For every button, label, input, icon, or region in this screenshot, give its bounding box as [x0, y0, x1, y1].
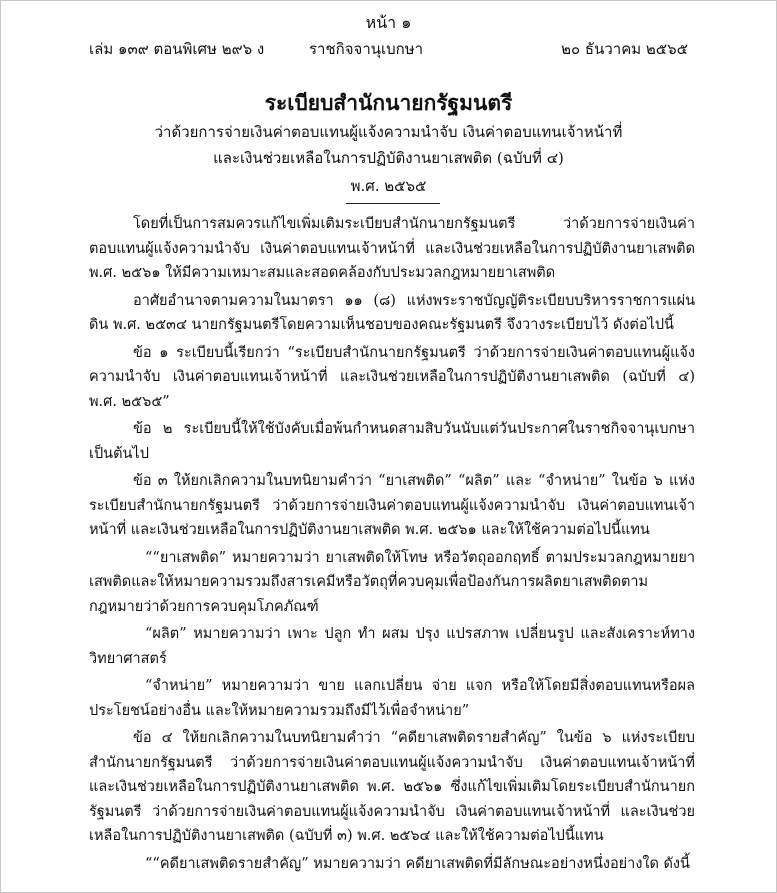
definition-produce: “ผลิต” หมายความว่า เพาะ ปลูก ทำ ผสม ปรุง แปรสภาพ เปลี่ยนรูป และสังเคราะห์ทางวิทยาศาสตร์: [89, 626, 695, 667]
gazette-name: ราชกิจจานุเบกษา: [309, 40, 424, 58]
document-title: ระเบียบสำนักนายกรัฐมนตรี: [264, 90, 513, 115]
volume-issue: เล่ม ๑๓๙ ตอนพิเศษ ๒๙๖ ง: [89, 40, 265, 58]
definition-narcotics: ““ยาเสพติด” หมายความว่า ยาเสพติดให้โทษ หรือวัตถุออกฤทธิ์ ตามประมวลกฎหมายยาเสพติดและให้หมายความรวมถึงสารเคมีหรือวัตถุที่ควบคุมเพื่อป้องกันการผลิตยาเสพติดตามกฎหมายว่าด้วยการควบคุมโภคภัณฑ์: [89, 549, 695, 615]
definition-major-case: ““คดียาเสพติดรายสำคัญ” หมายความว่า คดียาเสพติดที่มีลักษณะอย่างหนึ่งอย่างใด ดังนี้: [145, 855, 690, 872]
clause-3: ข้อ ๓ ให้ยกเลิกความในบทนิยามคำว่า “ยาเสพติด” “ผลิต” และ “จำหน่าย” ในข้อ ๖ แห่งระเบียบสำนักนายกรัฐมนตรี ว่าด้วยการจ่ายเงินค่าตอบแทนผู้แจ้งความนำจับ เงินค่าตอบแทนเจ้าหน้าที่ และเงินช่วยเหลือในการปฏิบัติงานยาเสพติด พ.ศ. ๒๕๖๑ และให้ใช้ความต่อไปนี้แทน: [89, 473, 695, 538]
definition-distribute: “จำหน่าย” หมายความว่า ขาย แลกเปลี่ยน จ่าย แจก หรือให้โดยมีสิ่งตอบแทนหรือผลประโยชน์อย่างอื่น และให้หมายความรวมถึงมีไว้เพื่อจำหน่าย”: [89, 678, 695, 719]
document-subtitle-line2: และเงินช่วยเหลือในการปฏิบัติงานยาเสพติด (ฉบับที่ ๔): [213, 149, 564, 167]
page-number: หน้า ๑: [365, 13, 412, 32]
document-body: [89, 212, 695, 879]
authority-paragraph: อาศัยอำนาจตามความในมาตรา ๑๑ (๘) แห่งพระราชบัญญัติระเบียบบริหารราชการแผ่นดิน พ.ศ. ๒๕๓๔ นายกรัฐมนตรีโดยความเห็นชอบของคณะรัฐมนตรี จึงวางระเบียบไว้ ดังต่อไปนี้: [89, 292, 695, 333]
gazette-header: [89, 37, 688, 59]
preamble-paragraph: โดยที่เป็นการสมควรแก้ไขเพิ่มเติมระเบียบสำนักนายกรัฐมนตรี ว่าด้วยการจ่ายเงินค่าตอบแทนผู้แจ้งความนำจับ เงินค่าตอบแทนเจ้าหน้าที่ และเงินช่วยเหลือในการปฏิบัติงานยาเสพติด พ.ศ. ๒๕๖๑ ให้มีความเหมาะสมและสอดคล้องกับประมวลกฎหมายยาเสพติด: [89, 216, 695, 281]
clause-1: ข้อ ๑ ระเบียบนี้เรียกว่า “ระเบียบสำนักนายกรัฐมนตรี ว่าด้วยการจ่ายเงินค่าตอบแทนผู้แจ้งความนำจับ เงินค่าตอบแทนเจ้าหน้าที่ และเงินช่วยเหลือในการปฏิบัติงานยาเสพติด (ฉบับที่ ๔) พ.ศ. ๒๕๖๕”: [89, 344, 695, 410]
publication-date: ๒๐ ธันวาคม ๒๕๖๕: [561, 40, 688, 58]
clause-4: ข้อ ๔ ให้ยกเลิกความในบทนิยามคำว่า “คดียาเสพติดรายสำคัญ” ในข้อ ๖ แห่งระเบียบสำนักนายกรัฐมนตรี ว่าด้วยการจ่ายเงินค่าตอบแทนผู้แจ้งความนำจับ เงินค่าตอบแทนเจ้าหน้าที่ และเงินช่วยเหลือในการปฏิบัติงานยาเสพติด พ.ศ. ๒๕๖๑ ซึ่งแก้ไขเพิ่มเติมโดยระเบียบสำนักนายกรัฐมนตรี ว่าด้วยการจ่ายเงินค่าตอบแทนผู้แจ้งความนำจับ เงินค่าตอบแทนเจ้าหน้าที่ และเงินช่วยเหลือในการปฏิบัติงานยาเสพติด (ฉบับที่ ๓) พ.ศ. ๒๕๖๔ และให้ใช้ความต่อไปนี้แทน: [89, 730, 695, 844]
document-year: พ.ศ. ๒๕๖๕: [350, 177, 427, 195]
document-subtitle-line1: ว่าด้วยการจ่ายเงินค่าตอบแทนผู้แจ้งความนำจับ เงินค่าตอบแทนเจ้าหน้าที่: [154, 123, 623, 141]
clause-2: ข้อ ๒ ระเบียบนี้ให้ใช้บังคับเมื่อพ้นกำหนดสามสิบวันนับแต่วันประกาศในราชกิจจานุเบกษาเป็นต้นไป: [89, 421, 695, 462]
title-divider: [346, 203, 440, 204]
